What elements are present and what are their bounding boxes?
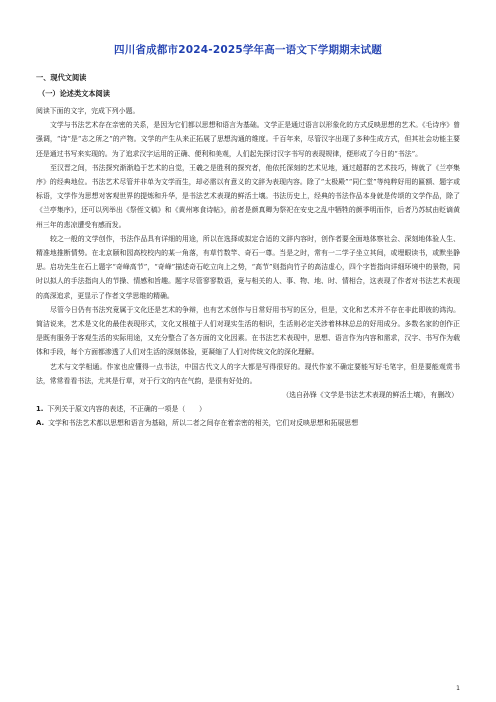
source-citation: （选自孙锋《文学是书法艺术表现的鲜活土壤》，有删改） [282,391,458,400]
question-text: 下列关于原文内容的表述，不正确的一项是（ ） [47,405,206,414]
instruction-text: 阅读下面的文字，完成下列小题。 [36,107,140,115]
section-heading: 一、现代文阅读 [36,73,87,82]
question-number: 1. [36,405,44,414]
question-1 [36,402,460,416]
option-a [36,416,460,430]
paragraph-1: 文学与书法艺术存在亲密的关系，是因为它们都以思想和语言为基础。文学正是通过语言以形象化的方式反映思想的艺术。《毛诗序》曾强调，“诗”是“志之所之”的产物。文学的产生从来正拓展了思想沟通的维度。千百年来，尽管汉字出现了多种生成方式，但其社会功能主要还是通过书写来实现的。为了追求汉字运用的正确、便利和美观，人们起先探讨汉字书写的表现规律，便形成了今日的“书法”。 [36,121,460,158]
document-title: 四川省成都市2024-2025学年高一语文下学期期末试题 [114,44,382,56]
subsection-heading: （一）论述类文本阅读 [38,89,110,98]
option-text: 文学和书法艺术都以思想和语言为基础，所以二者之间存在着亲密的相关，它们对反映思想和拓展思想 [48,419,359,428]
page-number: 1 [456,685,460,692]
option-label: A. [36,419,45,428]
paragraph-4: 尽管今日仍有书法究竟属于文化还是艺术的争辩，也有艺术创作与日常好用书写的区分，但是，文化和艺术并不存在非此即彼的鸿沟。简洁说来，艺术是文化的最佳表现形式，文化又根植于人们对现实生活的相识，生活则必定关涉着林林总总的好用成分。多数名家的创作正是既有服务于客观生活的实际用途，又充分整合了各方面的文化因素。在书法艺术表现中，思想、语言作为内容和需求，汉字、书写作为载体和手段，每个方面都渗透了人们对生活的深刻体验，更凝缩了人们对传统文化的深化理解。 [36,305,460,357]
paragraph-5: 艺术与文学相通。作家也应懂得一点书法，中国古代文人的字大都是写得很好的。现代作家不确定要能写好毛笔字，但是要能观赏书法，常常看看书法，尤其是行草，对于行文的内在气韵，是很有好处的。 [36,362,460,385]
paragraph-2: 至汉晋之间，书法探究渐渐趋于艺术的自觉，王羲之是胜利的探究者，他依托深刻的艺术见地，通过超群的艺术技巧，铸就了《兰亭集序》的经典地位。书法艺术尽管并非单为文学而生，却必需以有意义的文辞为表现内容。除了“太极殿”“同仁堂”等纯粹好用的匾额、题字或标语，文学作为思想对客观世界的提炼和升华，是书法艺术表现的鲜活土壤。书法历史上，经典的书法作品本身就是传颂的文学作品，除了《兰亭集序》，还可以列举出《祭侄文稿》和《黄州寒食诗帖》，前者是颜真卿为祭祀在安史之乱中牺牲的颜季明而作，后者乃苏轼由贬谪黄州三年的悲凉遭受有感而发。 [36,163,460,229]
paragraph-3: 较之一般的文学创作，书法作品具有详细的用途，所以在选择或拟定合适的文辞内容时，创作者要全面地体察社会、深刻地体验人生、精准地推断情势。在北京颐和园高校校内的某一角落，有草竹数竿、奇石一尊。当是之时，常有一二学子坐立其间，或埋眼读书，或默坐静思。启功先生在石上题字“奇峰高节”，“奇峰”描述奇石屹立向上之势，“高节”则指向竹子的高洁虚心，四个字皆指向详细环境中的景物，同时以拟人的手法指向人的节操、情感和旨趣。题字尽管寥寥数语，竟与相关的人、事、物、地、时、情相合，这表现了作者对书法艺术表现的高深追求，更显示了作者文学思维的精确。 [36,234,460,300]
